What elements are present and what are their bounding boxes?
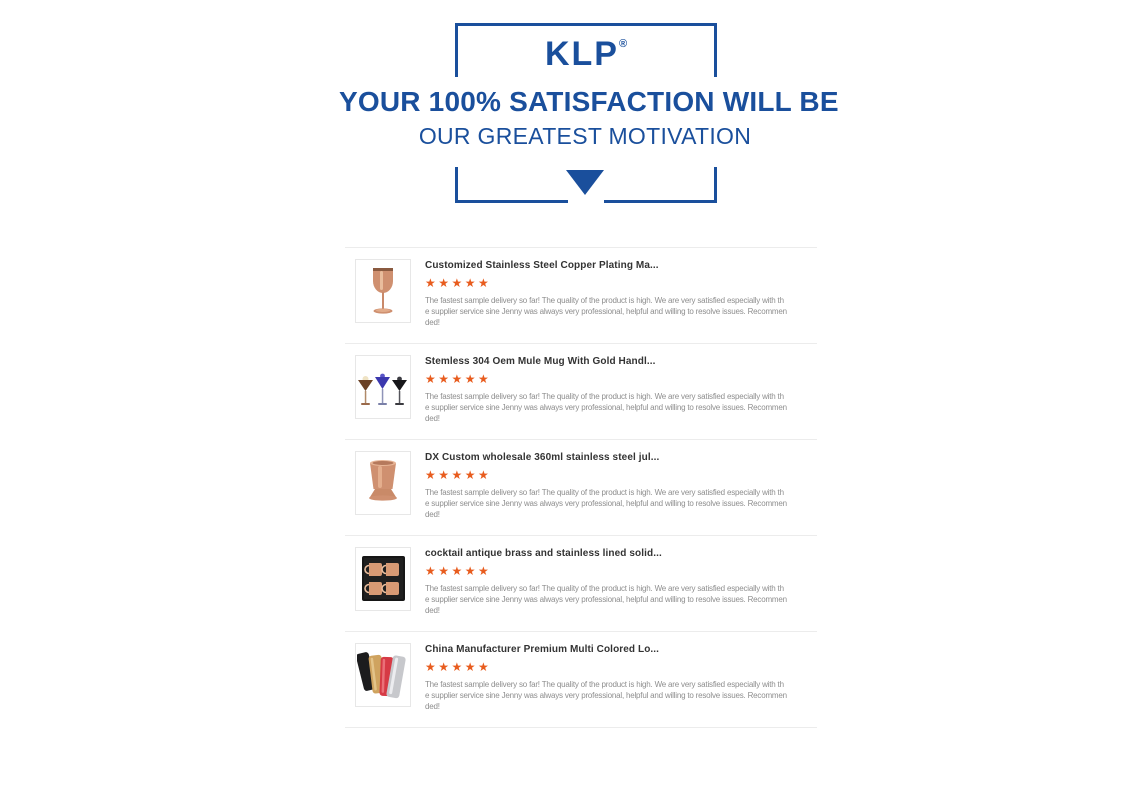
star-rating: ★★★★★ [425, 276, 492, 290]
review-item [345, 535, 817, 631]
product-image-copper-mug-gift-box[interactable] [355, 547, 411, 611]
review-product-title[interactable]: China Manufacturer Premium Multi Colored Lo... [425, 644, 660, 655]
star-rating: ★★★★★ [425, 372, 492, 386]
review-product-title[interactable]: DX Custom wholesale 360ml stainless steel jul... [425, 452, 660, 463]
review-item [345, 439, 817, 535]
martini-glasses-art [357, 358, 409, 416]
multi-colored-shakers-art [357, 646, 409, 704]
product-image-copper-goblet[interactable] [355, 259, 411, 323]
copper-julep-cup-art [357, 454, 409, 512]
banner-headline: YOUR 100% SATISFACTION WILL BE [339, 86, 839, 117]
product-image-multi-colored-shakers[interactable] [355, 643, 411, 707]
review-content [425, 259, 787, 328]
review-list [345, 247, 817, 728]
review-content [425, 547, 787, 616]
review-product-title[interactable]: Stemless 304 Oem Mule Mug With Gold Handl... [425, 356, 656, 367]
product-image-martini-glasses[interactable] [355, 355, 411, 419]
review-content [425, 451, 787, 520]
review-product-title[interactable]: cocktail antique brass and stainless lined solid... [425, 548, 662, 559]
copper-mug-gift-box-art [357, 550, 409, 608]
star-rating: ★★★★★ [425, 468, 492, 482]
star-rating: ★★★★★ [425, 660, 492, 674]
review-text: The fastest sample delivery so far! The quality of the product is high. We are very satisfied especially with the supplier service sine Jenny was always very professional, helpful and willing to resolve issues. Recommended! [425, 584, 787, 615]
review-item [345, 247, 817, 343]
banner-subheadline: OUR GREATEST MOTIVATION [418, 123, 752, 149]
review-content [425, 643, 787, 712]
review-text: The fastest sample delivery so far! The quality of the product is high. We are very satisfied especially with the supplier service sine Jenny was always very professional, helpful and willing to resolve issues. Recommended! [425, 680, 787, 711]
product-image-copper-julep-cup[interactable] [355, 451, 411, 515]
down-arrow-icon [566, 170, 604, 195]
review-item [345, 631, 817, 727]
review-product-title[interactable]: Customized Stainless Steel Copper Plating Ma... [425, 260, 659, 271]
klp-logo-text: KLP [544, 35, 619, 73]
klp-logo [455, 37, 717, 71]
review-text: The fastest sample delivery so far! The quality of the product is high. We are very satisfied especially with the supplier service sine Jenny was always very professional, helpful and willing to resolve issues. Recommended! [425, 488, 787, 519]
satisfaction-banner [339, 23, 839, 205]
copper-goblet-art [357, 262, 409, 320]
review-content [425, 355, 787, 424]
registered-trademark-mark: ® [618, 38, 628, 50]
review-text: The fastest sample delivery so far! The quality of the product is high. We are very satisfied especially with the supplier service sine Jenny was always very professional, helpful and willing to resolve issues. Recommended! [425, 296, 787, 327]
review-text: The fastest sample delivery so far! The quality of the product is high. We are very satisfied especially with the supplier service sine Jenny was always very professional, helpful and willing to resolve issues. Recommended! [425, 392, 787, 423]
review-item [345, 343, 817, 439]
star-rating: ★★★★★ [425, 564, 492, 578]
